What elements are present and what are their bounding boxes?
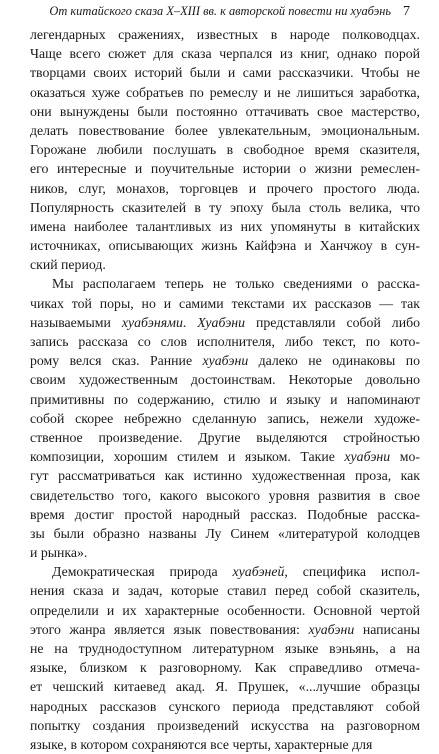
text-line (30, 581, 420, 600)
body-text (30, 25, 420, 754)
text-line (30, 44, 420, 63)
text-line (30, 543, 420, 562)
text-line (30, 716, 420, 735)
text-run: композиции, хорошим стилем и языком. Такие (30, 449, 345, 465)
text-run: Популярность сказителей в ту эпоху была столь велика, что (30, 199, 420, 215)
text-line (30, 332, 420, 351)
paragraph (30, 274, 420, 562)
text-run: определили и их характерные особенности. Основной чертой (30, 602, 420, 618)
paragraph (30, 562, 420, 754)
text-run: языке, близком к разговорному. Как справедливо отмеча- (30, 660, 420, 676)
text-run: не на труднодоступном литературном языке вэньянь, а на (30, 641, 420, 656)
text-run: далеко не одинаковы по (248, 353, 420, 369)
text-run: попытку создания произведений искусства на разговорном (30, 717, 420, 733)
text-run: собой скорее небрежно сделанную запись, нежели художе- (30, 410, 420, 426)
text-line (30, 639, 420, 658)
text-run: чиках той поры, но и самими текстами их рассказов — так (30, 295, 420, 311)
text-run: они вынуждены были постоянно оттачивать свое мастерство, (30, 103, 420, 119)
text-line (30, 121, 420, 140)
text-run: Чаще всего сюжет для сказа черпался из книг, однако порой (30, 46, 420, 62)
text-line (30, 102, 420, 121)
text-line (30, 294, 420, 313)
text-run: . (182, 314, 198, 330)
text-run: делать повествование более увлекательным, эмоциональным. (30, 122, 420, 138)
text-run: гут рассматриваться как истинно художественная проза, как (30, 468, 420, 484)
text-line (30, 351, 420, 370)
text-line (30, 697, 420, 716)
text-line (30, 620, 420, 639)
text-line (30, 159, 420, 178)
text-line (30, 217, 420, 236)
text-run: рому велся сказ. Ранние (30, 353, 203, 369)
text-run: ский период. (30, 257, 106, 273)
page-number: 7 (403, 4, 410, 19)
text-line (30, 370, 420, 389)
text-line (30, 466, 420, 485)
text-line (30, 505, 420, 524)
text-line (30, 658, 420, 677)
text-line (30, 63, 420, 82)
text-run: его интересные и поучительные истории о жизни ремеслен- (30, 161, 420, 177)
italic-term: Хуабэни (197, 314, 246, 330)
text-run: имена наиболее талантливых из них упомянуты в китайских (30, 218, 420, 234)
text-run: Горожане любили послушать в свободное время сказителя, (30, 142, 420, 158)
text-line (30, 236, 420, 255)
text-run: время достиг простой народный рассказ. Подобные расска- (30, 506, 420, 522)
text-line (30, 447, 420, 466)
text-line (30, 677, 420, 696)
text-line (30, 179, 420, 198)
text-run: мо- (390, 449, 420, 465)
text-run: ников, слуг, монахов, торговцев и прочего простого люда. (30, 180, 420, 196)
text-run: называемыми (30, 314, 122, 330)
text-line (30, 486, 420, 505)
running-header (49, 3, 410, 20)
text-run: Мы располагаем теперь не только сведениями о расска- (52, 276, 420, 292)
text-run: и рынка». (30, 545, 88, 561)
text-line (30, 83, 420, 102)
text-run: зы были образно названы Лу Синем «литературой колодцев (30, 525, 420, 541)
text-line (30, 198, 420, 217)
paragraph (30, 25, 420, 274)
text-line (30, 601, 420, 620)
running-title: От китайского сказа X–XIII вв. к авторской повести ни хуабэнь (49, 4, 391, 18)
text-line (30, 562, 420, 581)
text-line (30, 409, 420, 428)
text-run: Демократическая природа (52, 564, 233, 580)
text-run: этого жанра является язык повествования: (30, 621, 309, 637)
text-run: легендарных сражениях, известных в народе полководцах. (30, 27, 420, 42)
italic-term: хуабэни (344, 449, 391, 465)
text-run: народных рассказов сунского периода представляют собой (30, 698, 420, 714)
text-line (30, 274, 420, 293)
text-line (30, 428, 420, 447)
text-run: оказаться хуже собратьев по ремеслу и не лишиться заработка, (30, 84, 420, 100)
text-line (30, 313, 420, 332)
text-run: творцами своих историй были и сами рассказчики. Чтобы не (30, 65, 420, 81)
text-run: представляли собой либо (245, 314, 420, 330)
text-run: нения сказа и задач, которые ставил перед собой сказитель, (30, 583, 420, 599)
text-line (30, 140, 420, 159)
text-line (30, 390, 420, 409)
text-line (30, 25, 420, 44)
italic-term: хуабэни (308, 621, 355, 637)
italic-term: хуабэнями (121, 314, 183, 330)
text-run: свидетельство того, какого высокого уровня развития в свое (30, 487, 420, 503)
text-line (30, 735, 420, 754)
text-run: языке, в котором сохраняются все черты, характерные для (30, 736, 373, 752)
text-run: написаны (354, 621, 420, 637)
text-run: источниках, описывающих жизнь Кайфэна и Ханчжоу в сун- (30, 238, 420, 254)
text-line (30, 524, 420, 543)
text-run: своим художественным достоинствам. Некоторые довольно (30, 372, 420, 388)
text-run: примитивны по содержанию, стилю и языку и напоминают (30, 391, 420, 407)
italic-term: хуабэней (232, 564, 285, 580)
text-run: ет чешский китаевед акад. Я. Прушек, «...лучшие образцы (30, 679, 420, 695)
text-run: ственное произведение. Другие выделяются стройностью (30, 429, 420, 445)
text-run: , специфика испол- (284, 564, 420, 580)
text-run: запись рассказа со слов исполнителя, либо текст, по кото- (30, 334, 420, 349)
text-line (30, 255, 420, 274)
italic-term: хуабэни (202, 353, 249, 369)
